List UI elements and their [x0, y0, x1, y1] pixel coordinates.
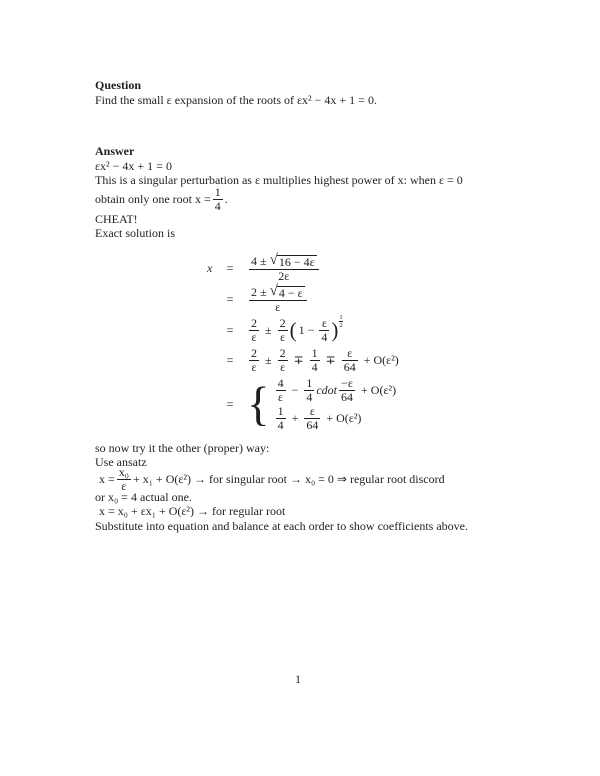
eq1-denominator: 2ε [249, 269, 319, 283]
answer-heading: Answer [95, 144, 135, 158]
case1-frac2 [304, 377, 314, 404]
eq2-sqrt [269, 282, 305, 300]
case2-f1-num: 1 [277, 403, 284, 418]
eq4-f4-den: 64 [343, 359, 356, 374]
regular-ansatz-line: x = x₀ + εx₁ + O(ε²) → for regular root [99, 504, 286, 518]
eq3-frac1 [249, 317, 259, 344]
eq1-radicand: 16 − 4ε [278, 254, 315, 269]
eq1-equals: = [226, 261, 234, 276]
eq4-f4-num: ε [347, 345, 353, 360]
actual-root-line: or x₀ = 4 actual one. [95, 489, 192, 504]
case-row-1 [274, 377, 397, 404]
exponent-one-half [339, 314, 342, 329]
equation-block [207, 251, 509, 432]
eq2-num-pre: 2 ± [251, 285, 267, 299]
exact-solution-intro: Exact solution is [95, 226, 175, 240]
page-content [95, 78, 509, 533]
answer-root-line [95, 185, 509, 213]
eq1-lhs: x [207, 261, 213, 276]
eq4-frac2 [278, 347, 288, 374]
plus-minus-sign: ± [265, 322, 272, 337]
singular-ansatz-line [95, 465, 509, 493]
case2-f2-den: 64 [306, 417, 319, 432]
answer-equation: εx² − 4x + 1 = 0 [95, 158, 172, 173]
minus-sign: − [291, 382, 299, 397]
eq1-num-pre: 4 ± [251, 254, 267, 268]
sqrt-icon: √ [269, 282, 278, 299]
case2-f1-den: 4 [277, 417, 284, 432]
eq3-f3-num: ε [321, 315, 327, 330]
use-ansatz-line: Use ansatz [95, 455, 147, 469]
equation-line-2 [207, 282, 509, 314]
eq4-equals: = [226, 352, 234, 367]
case2-frac1 [276, 405, 286, 432]
eq2-denominator: ε [249, 300, 307, 314]
eq4-frac1 [249, 347, 259, 374]
case1-f2-den: 4 [306, 389, 313, 404]
substitute-line: Substitute into equation and balance at each order to show coefficients above. [95, 518, 468, 533]
minus-plus-sign: ∓ [325, 352, 336, 367]
minus-plus-sign: ∓ [293, 352, 304, 367]
eq4-frac4 [342, 347, 358, 374]
fraction-denominator: 4 [214, 199, 221, 213]
question-text: Find the small ε expansion of the roots of εx² − 4x + 1 = 0. [95, 92, 377, 107]
fraction-one-quarter [213, 186, 223, 213]
eq4-f2-den: ε [278, 360, 288, 374]
eq3-equals: = [226, 322, 234, 337]
eq3-f2-den: ε [278, 330, 288, 344]
page-number: 1 [295, 672, 301, 686]
case1-f1-num: 4 [277, 375, 284, 390]
eq3-f2-num: 2 [279, 315, 286, 330]
sqrt-icon: √ [269, 251, 278, 268]
answer-root-text: obtain only one root x = [95, 192, 211, 207]
exp-num: 1 [339, 313, 343, 321]
proper-way-intro: so now try it the other (proper) way: [95, 440, 270, 455]
eq2-equals: = [226, 292, 234, 307]
case-row-2 [274, 405, 397, 432]
eq3-f1-num: 2 [251, 315, 257, 330]
plus-minus-sign: ± [265, 352, 272, 367]
eq2-radicand: 4 − ε [278, 285, 303, 300]
eq3-f1-den: ε [249, 330, 259, 344]
eq3-inner-pre: 1 − [298, 322, 315, 337]
eq4-f3-den: 4 [311, 359, 318, 374]
cases-group [274, 377, 397, 432]
eq3-frac2 [278, 317, 288, 344]
eq4-order-term: + O(ε²) [363, 352, 399, 367]
cdot-text: cdot [316, 382, 338, 397]
equation-line-4 [207, 347, 509, 374]
case1-f1-den: ε [276, 390, 286, 404]
case2-f2-num: ε [309, 403, 315, 418]
eq4-f3-num: 1 [311, 345, 318, 360]
question-heading: Question [95, 78, 142, 92]
case2-order-term: + O(ε²) [326, 410, 362, 425]
eq3-f3-den: 4 [321, 329, 328, 344]
ansatz-frac-num: x₀ [118, 465, 129, 479]
ansatz-pre: x = [99, 472, 115, 487]
eq4-f1-den: ε [249, 360, 259, 374]
eq1-sqrt [269, 251, 317, 269]
case1-frac1 [276, 377, 286, 404]
ansatz-post: + x₁ + O(ε²) → for singular root → x₀ = 0 ⇒ regular root discord [132, 472, 445, 487]
case1-order-term: + O(ε²) [361, 382, 397, 397]
ansatz-fraction [117, 466, 131, 493]
exp-den: 2 [339, 321, 343, 329]
ansatz-frac-den: ε [117, 479, 131, 493]
equation-line-3: = $\frac{2}{\varepsilon}$ ± $\frac{2}{\varepsilon}$ ( 1 − $\frac{\varepsilon}{4}$ ) $\frac{1}{2}$ [207, 317, 509, 344]
eq5-equals: = [226, 396, 234, 411]
eq1-fraction [249, 251, 319, 283]
case2-frac2 [304, 405, 320, 432]
case1-f2-num: 1 [306, 375, 313, 390]
eq1-numerator [249, 251, 319, 269]
eq4-f2-num: 2 [279, 345, 286, 360]
case1-frac3 [339, 377, 355, 404]
eq2-numerator [249, 282, 307, 300]
eq4-frac3 [310, 347, 320, 374]
cheat-line: CHEAT! [95, 211, 138, 226]
answer-root-period: . [224, 192, 228, 207]
case1-f3-den: 64 [341, 389, 354, 404]
equation-line-1 [207, 251, 509, 283]
fraction-numerator: 1 [214, 185, 221, 199]
equation-line-5: = { $\frac{4}{\varepsilon}$ − $\frac{1}{4}$ cdot $\frac{-\varepsilon}{64}$ + O(ε²) $\frac{1}{4}$ + $\frac{\varepsilon}{64}$ + O(ε²) [207, 377, 509, 432]
eq3-frac3 [319, 317, 329, 344]
answer-statement-line: This is a singular perturbation as ε multiplies highest power of x: when ε = 0 [95, 173, 463, 187]
eq4-f1-num: 2 [251, 345, 257, 360]
case1-f3-num: −ε [341, 375, 353, 390]
plus-sign: + [291, 410, 299, 425]
eq2-fraction [249, 282, 307, 314]
